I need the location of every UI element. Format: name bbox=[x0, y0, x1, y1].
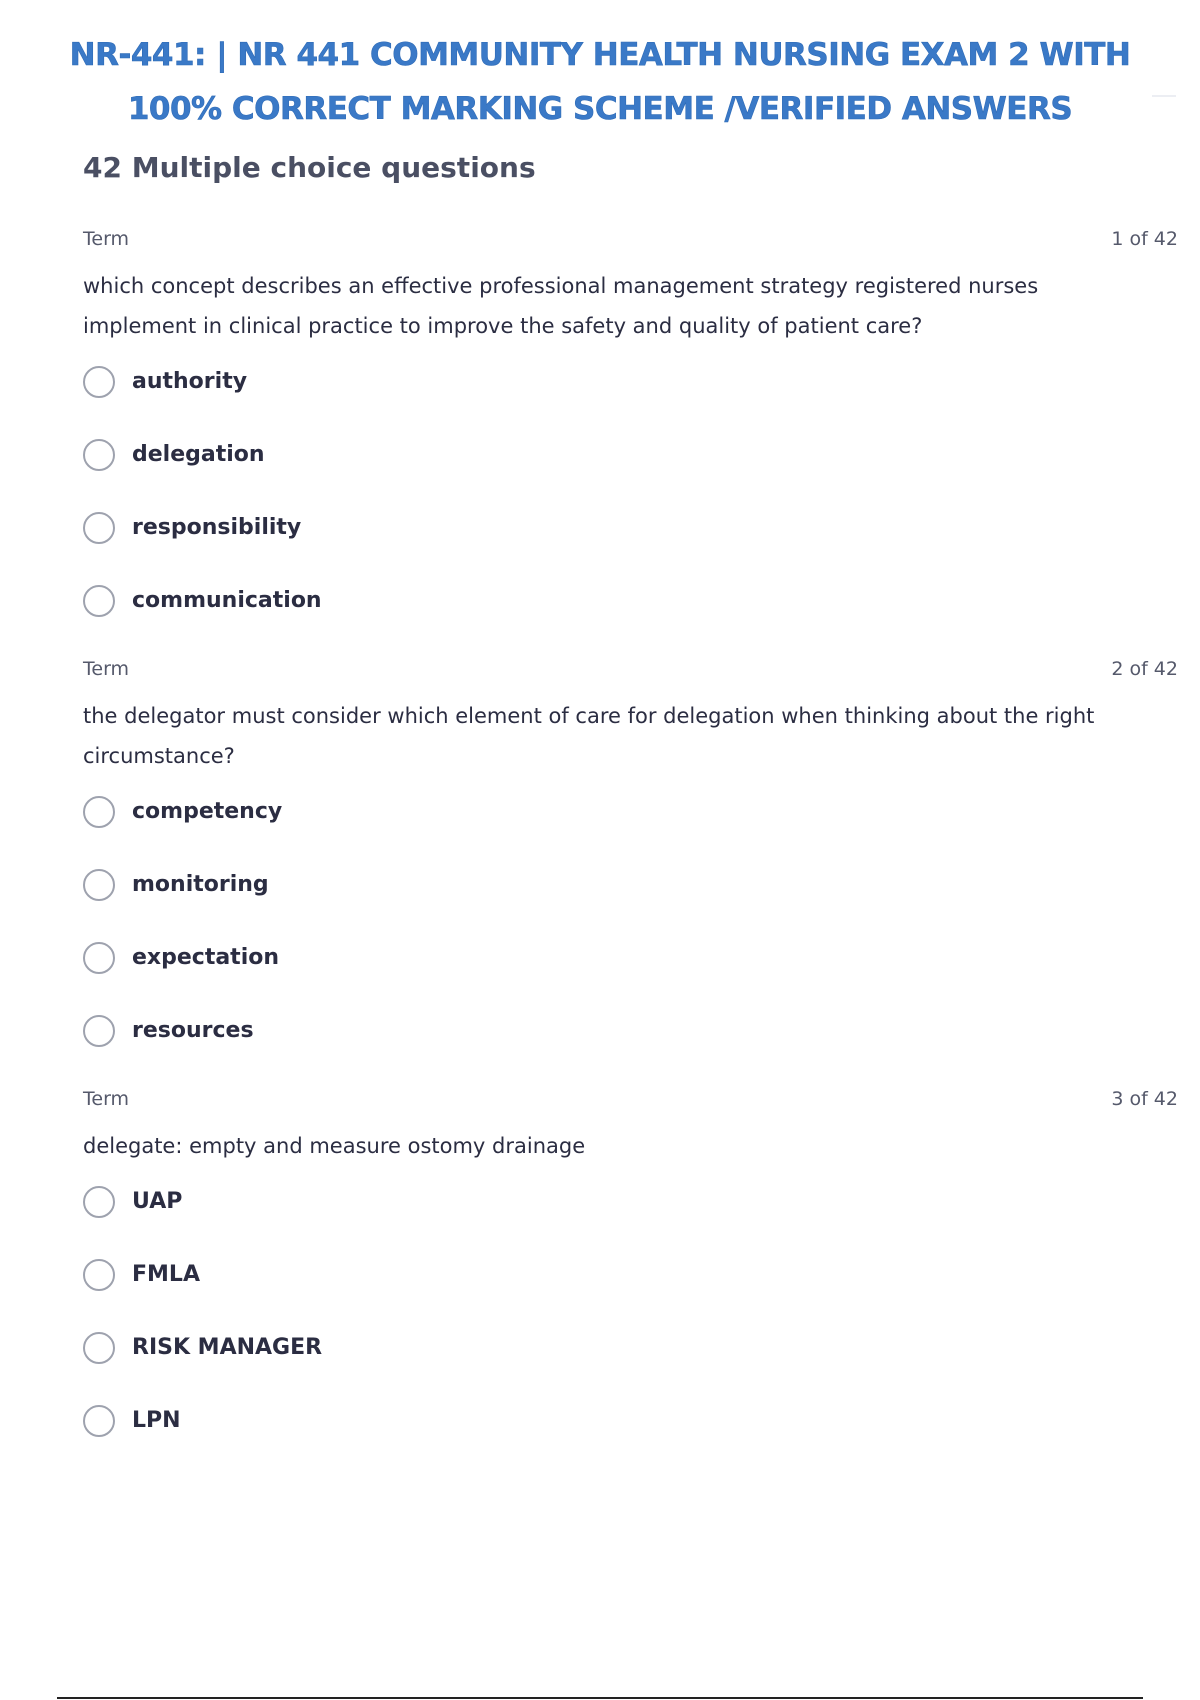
question-prompt: the delegator must consider which element of care for delegation when thinking about the right circumstance? bbox=[83, 704, 1095, 768]
answer-option[interactable] bbox=[83, 942, 1178, 1015]
document-title bbox=[40, 28, 1160, 136]
radio-button[interactable] bbox=[83, 439, 115, 471]
radio-button[interactable] bbox=[83, 1259, 115, 1291]
option-label: expectation bbox=[132, 945, 280, 970]
answer-options bbox=[83, 1186, 1178, 1478]
document-title-line-1: NR-441: | NR 441 COMMUNITY HEALTH NURSING EXAM 2 WITH bbox=[69, 37, 1131, 73]
quiz-heading: 42 Multiple choice questions bbox=[83, 151, 536, 184]
option-label: delegation bbox=[132, 442, 265, 467]
option-label: monitoring bbox=[132, 872, 269, 897]
radio-button[interactable] bbox=[83, 366, 115, 398]
question-counter: 1 of 42 bbox=[1111, 228, 1178, 250]
answer-options bbox=[83, 796, 1178, 1088]
radio-button[interactable] bbox=[83, 1015, 115, 1047]
answer-option[interactable] bbox=[83, 366, 1178, 439]
option-label: RISK MANAGER bbox=[132, 1335, 323, 1360]
radio-button[interactable] bbox=[83, 512, 115, 544]
document-title-line-2: 100% CORRECT MARKING SCHEME /VERIFIED ANSWERS bbox=[127, 91, 1073, 127]
answer-option[interactable] bbox=[83, 1405, 1178, 1478]
question-card-3 bbox=[83, 1088, 1178, 1478]
answer-option[interactable] bbox=[83, 1332, 1178, 1405]
option-label: responsibility bbox=[132, 515, 302, 540]
radio-button[interactable] bbox=[83, 869, 115, 901]
term-label: Term bbox=[83, 658, 130, 680]
option-label: FMLA bbox=[132, 1262, 200, 1287]
footer-divider bbox=[57, 1697, 1143, 1699]
question-prompt: which concept describes an effective professional management strategy registered nurses implement in clinical practice to improve the safety and quality of patient care? bbox=[83, 274, 1039, 338]
answer-option[interactable] bbox=[83, 869, 1178, 942]
radio-button[interactable] bbox=[83, 1186, 115, 1218]
radio-button[interactable] bbox=[83, 942, 115, 974]
question-card-1 bbox=[83, 228, 1178, 658]
term-label: Term bbox=[83, 1088, 130, 1110]
radio-button[interactable] bbox=[83, 796, 115, 828]
option-label: authority bbox=[132, 369, 248, 394]
answer-option[interactable] bbox=[83, 585, 1178, 658]
radio-button[interactable] bbox=[83, 1332, 115, 1364]
option-label: LPN bbox=[132, 1408, 181, 1433]
question-card-2 bbox=[83, 658, 1178, 1088]
option-label: competency bbox=[132, 799, 283, 824]
answer-option[interactable] bbox=[83, 439, 1178, 512]
term-label: Term bbox=[83, 228, 130, 250]
answer-option[interactable] bbox=[83, 1186, 1178, 1259]
option-label: UAP bbox=[132, 1189, 183, 1214]
radio-button[interactable] bbox=[83, 585, 115, 617]
answer-option[interactable] bbox=[83, 796, 1178, 869]
answer-options bbox=[83, 366, 1178, 658]
question-prompt: delegate: empty and measure ostomy drainage bbox=[83, 1134, 586, 1158]
answer-option[interactable] bbox=[83, 512, 1178, 585]
question-counter: 3 of 42 bbox=[1111, 1088, 1178, 1110]
option-label: resources bbox=[132, 1018, 254, 1043]
answer-option[interactable] bbox=[83, 1015, 1178, 1088]
decorative-dash bbox=[1152, 95, 1176, 97]
option-label: communication bbox=[132, 588, 322, 613]
radio-button[interactable] bbox=[83, 1405, 115, 1437]
answer-option[interactable] bbox=[83, 1259, 1178, 1332]
question-counter: 2 of 42 bbox=[1111, 658, 1178, 680]
